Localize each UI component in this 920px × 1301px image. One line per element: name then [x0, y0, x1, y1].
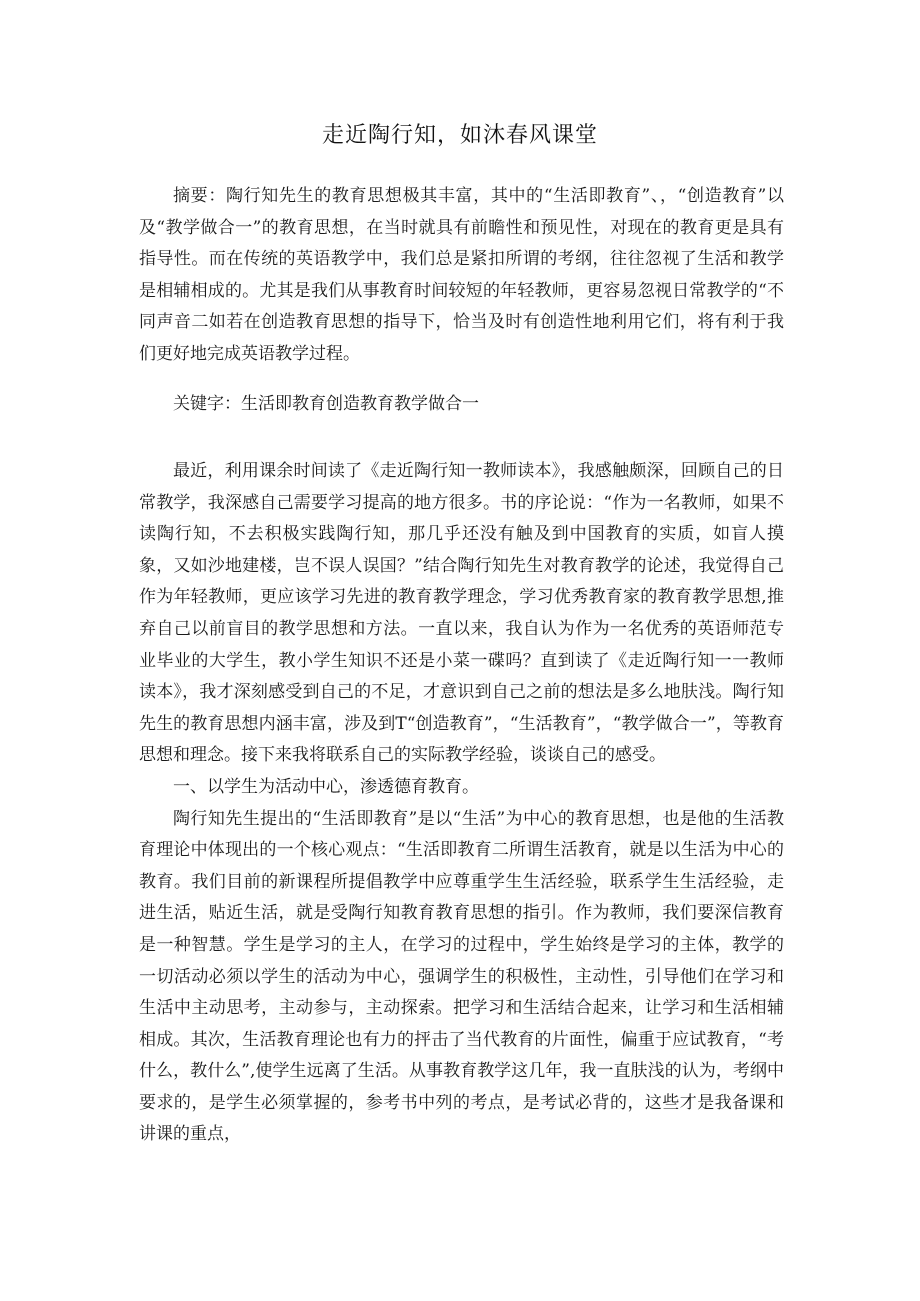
document-title: 走近陶行知，如沐春风课堂 [321, 123, 598, 148]
section-heading-1: 一、以学生为活动中心，渗透德育教育。 [173, 776, 479, 797]
body-paragraph-section-1: 陶行知先生提出的“生活即教育”是以“生活”为中心的教育思想，也是他的生活教育理论中体现出的一个核心观点：“生活即教育二所谓生活教育，就是以生活为中心的教育。我们目前的新课程所提倡教学中应尊重学生生活经验，联系学生生活经验，走进生活，贴近生活，就是受陶行知教育教育思想的指引。作为教师，我们要深信教育是一种智慧。学生是学习的主人，在学习的过程中，学生始终是学习的主体，教学的一切活动必须以学生的活动为中心，强调学生的积极性，主动性，引导他们在学习和生活中主动思考，主动参与，主动探索。把学习和生活结合起来，让学习和生活相辅相成。其次，生活教育理论也有力的抨击了当代教育的片面性，偏重于应试教育，“考什么，教什么”,使学生远离了生活。从事教育教学这几年，我一直肤浅的认为，考纲中要求的，是学生必须掌握的，参考书中列的考点，是考试必背的，这些才是我备课和讲课的重点， [139, 808, 784, 1145]
keywords-line: 关键字：生活即教育创造教育教学做合一 [173, 394, 479, 414]
abstract-paragraph: 摘要：陶行知先生的教育思想极其丰富，其中的“生活即教育”、，“创造教育”以及“教学做合一”的教育思想，在当时就具有前瞻性和预见性，对现在的教育更是具有指导性。而在传统的英语教学中，我们总是紧扣所谓的考纲，往往忽视了生活和教学是相辅相成的。尤其是我们从事教育时间较短的年轻教师，更容易忽视日常教学的“不同声音二如若在创造教育思想的指导下，恰当及时有创造性地利用它们，将有利于我们更好地完成英语教学过程。 [139, 186, 784, 364]
body-paragraph-intro: 最近，利用课余时间读了《走近陶行知一教师读本》，我感触颇深，回顾自己的日常教学，我深感自己需要学习提高的地方很多。书的序论说：“作为一名教师，如果不读陶行知，不去积极实践陶行知，那几乎还没有触及到中国教育的实质，如盲人摸象，又如沙地建楼，岂不误人误国？”结合陶行知先生对教育教学的论述，我觉得自己作为年轻教师，更应该学习先进的教育教学理念，学习优秀教育家的教育教学思想,推弃自己以前盲目的教学思想和方法。一直以来，我自认为作为一名优秀的英语师范专业毕业的大学生，教小学生知识不还是小菜一碟吗？直到读了《走近陶行知一一教师读本》，我才深刻感受到自己的不足，才意识到自己之前的想法是多么地肤浅。陶行知先生的教育思想内涵丰富，涉及到T“创造教育”，“生活教育”，“教学做合一”，等教育思想和理念。接下来我将联系自己的实际教学经验，谈谈自己的感受。 [139, 461, 784, 766]
body-section [139, 456, 784, 1151]
abstract-section [139, 181, 784, 371]
keywords-section [139, 389, 784, 421]
